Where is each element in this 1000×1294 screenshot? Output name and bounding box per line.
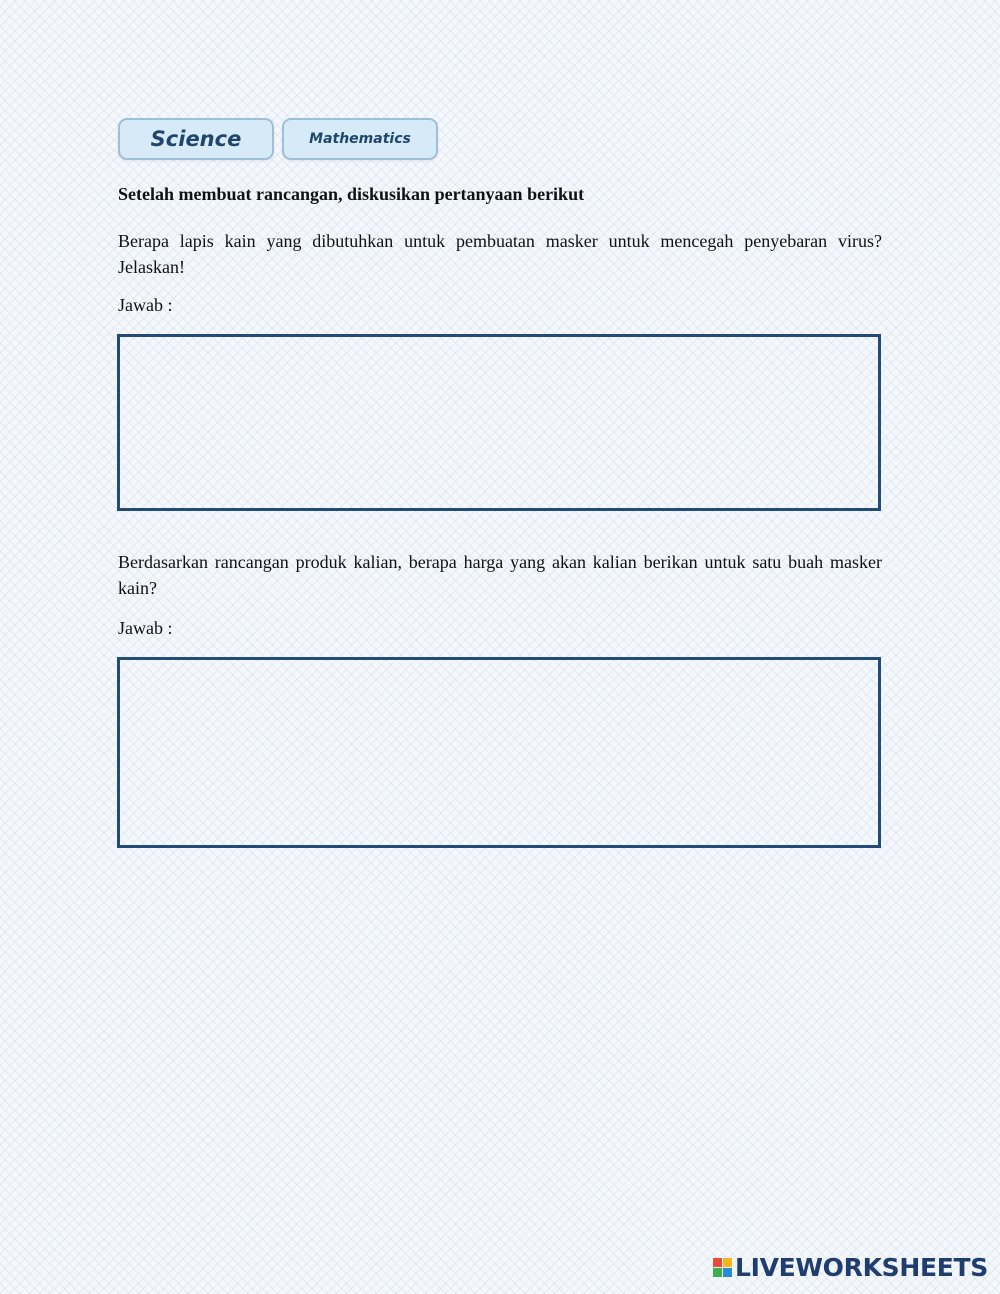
liveworksheets-logo [713,1253,988,1282]
tab-mathematics[interactable]: Mathematics [282,118,438,160]
logo-block-yellow [723,1258,732,1267]
question-1: Berapa lapis kain yang dibutuhkan untuk pembuatan masker untuk mencegah penyebaran virus? Jelaskan! [118,231,882,277]
question-2: Berdasarkan rancangan produk kalian, berapa harga yang akan kalian berikan untuk satu buah masker kain? [118,552,882,598]
logo-blocks-icon [713,1258,732,1277]
logo-block-red [713,1258,722,1267]
tab-science[interactable]: Science [118,118,274,160]
logo-block-green [713,1268,722,1277]
instruction-heading: Setelah membuat rancangan, diskusikan pertanyaan berikut [118,184,585,204]
answer-box-2[interactable] [117,657,881,848]
subject-tabs [118,118,438,160]
answer-label-2: Jawab : [118,618,173,638]
answer-label-1: Jawab : [118,295,173,315]
answer-box-1[interactable] [117,334,881,511]
logo-text: LIVEWORKSHEETS [734,1253,988,1282]
logo-block-blue [723,1268,732,1277]
